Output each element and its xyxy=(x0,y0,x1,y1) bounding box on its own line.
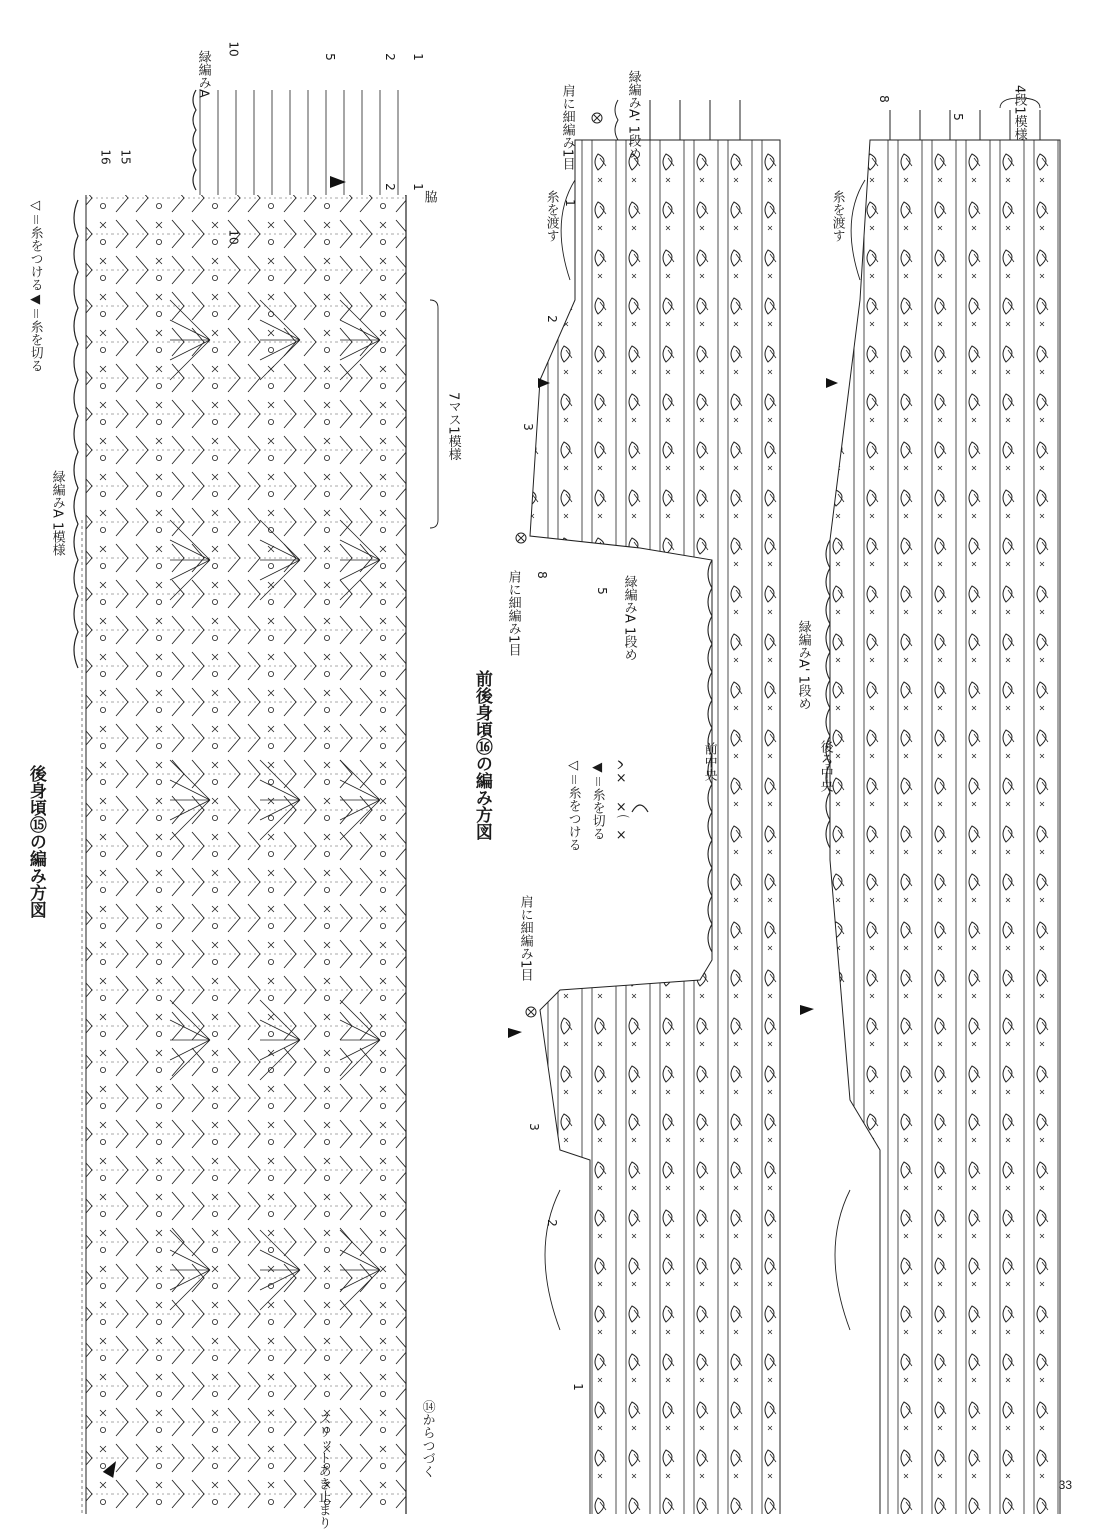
shoulder-sc-top-label: 肩に細編み1目 xyxy=(559,84,575,171)
back-row-number: 5 xyxy=(322,53,337,61)
back-row-number: 1 xyxy=(410,53,425,61)
legend-equiv-left: ᨈ× xyxy=(613,760,629,787)
back-row-number: 10 xyxy=(226,229,241,245)
shoulder-sc-bottom-label: 肩に細編み1目 xyxy=(517,895,533,982)
page-number: 33 xyxy=(1058,1478,1072,1492)
back-body-chart xyxy=(74,90,438,1514)
back-row-number: 15 xyxy=(118,149,133,165)
front-row-number: 3 xyxy=(520,423,535,431)
repeat-seven-label: 7マス1模様 xyxy=(445,392,461,461)
side-seam-label: 脇 xyxy=(421,190,437,203)
back-row-number: 2 xyxy=(382,53,397,61)
carry-thread-top-label: 糸を渡す xyxy=(543,190,559,242)
back-row-number: 1 xyxy=(410,183,425,191)
legend-equiv-right: ×⌒× xyxy=(613,800,629,843)
front-center-label: 前中央 xyxy=(701,742,717,781)
edge-a-prime-label: 緑編みA' 1段め xyxy=(795,620,811,710)
shoulder-sc-mid-label: 肩に細編み1目 xyxy=(505,570,521,657)
back-row-number: 16 xyxy=(98,149,113,165)
front-row-number: 3 xyxy=(526,1123,541,1131)
four-row-repeat-label: 4段1模様 xyxy=(1011,85,1027,141)
front-row-number: 1 xyxy=(562,199,577,207)
edge-a-prime-top-label: 緑編みA' 1段め xyxy=(625,70,641,160)
front-row-number: 2 xyxy=(544,315,559,323)
legend-cut-front: ◀＝糸を切る xyxy=(589,760,605,841)
continue-from-14-label: ⑭からつづく xyxy=(419,1400,435,1478)
edge-a-top-label: 緑編みA xyxy=(195,50,211,98)
front-row-number: 8 xyxy=(876,95,891,103)
edge-a-first-row-label: 緑編みA 1段め xyxy=(621,575,637,662)
slit-stop-label: スリットあき止まり xyxy=(315,1412,331,1529)
back-chart-title: 後身頃⑮の編み方図 xyxy=(25,765,46,918)
front-chart-title: 前後身頃⑯の編み方図 xyxy=(471,670,492,840)
legend-cut-back: ◀＝糸を切る xyxy=(27,292,43,373)
back-row-number: 10 xyxy=(226,41,241,57)
back-center-label: 後ろ中央 xyxy=(817,740,833,792)
front-row-number: 5 xyxy=(594,587,609,595)
front-row-number: 5 xyxy=(950,113,965,121)
front-row-number: 2 xyxy=(544,1219,559,1227)
front-row-number: 8 xyxy=(534,571,549,579)
carry-thread-bottom-label: 糸を渡す xyxy=(829,190,845,242)
edge-a-repeat-label: 緑編みA 1模様 xyxy=(49,470,65,557)
front-row-number: 1 xyxy=(570,1383,585,1391)
legend-attach-front: ◁＝糸をつける xyxy=(565,758,581,852)
back-row-number: 2 xyxy=(382,183,397,191)
legend-attach-back: ◁＝糸をつける xyxy=(27,198,43,292)
